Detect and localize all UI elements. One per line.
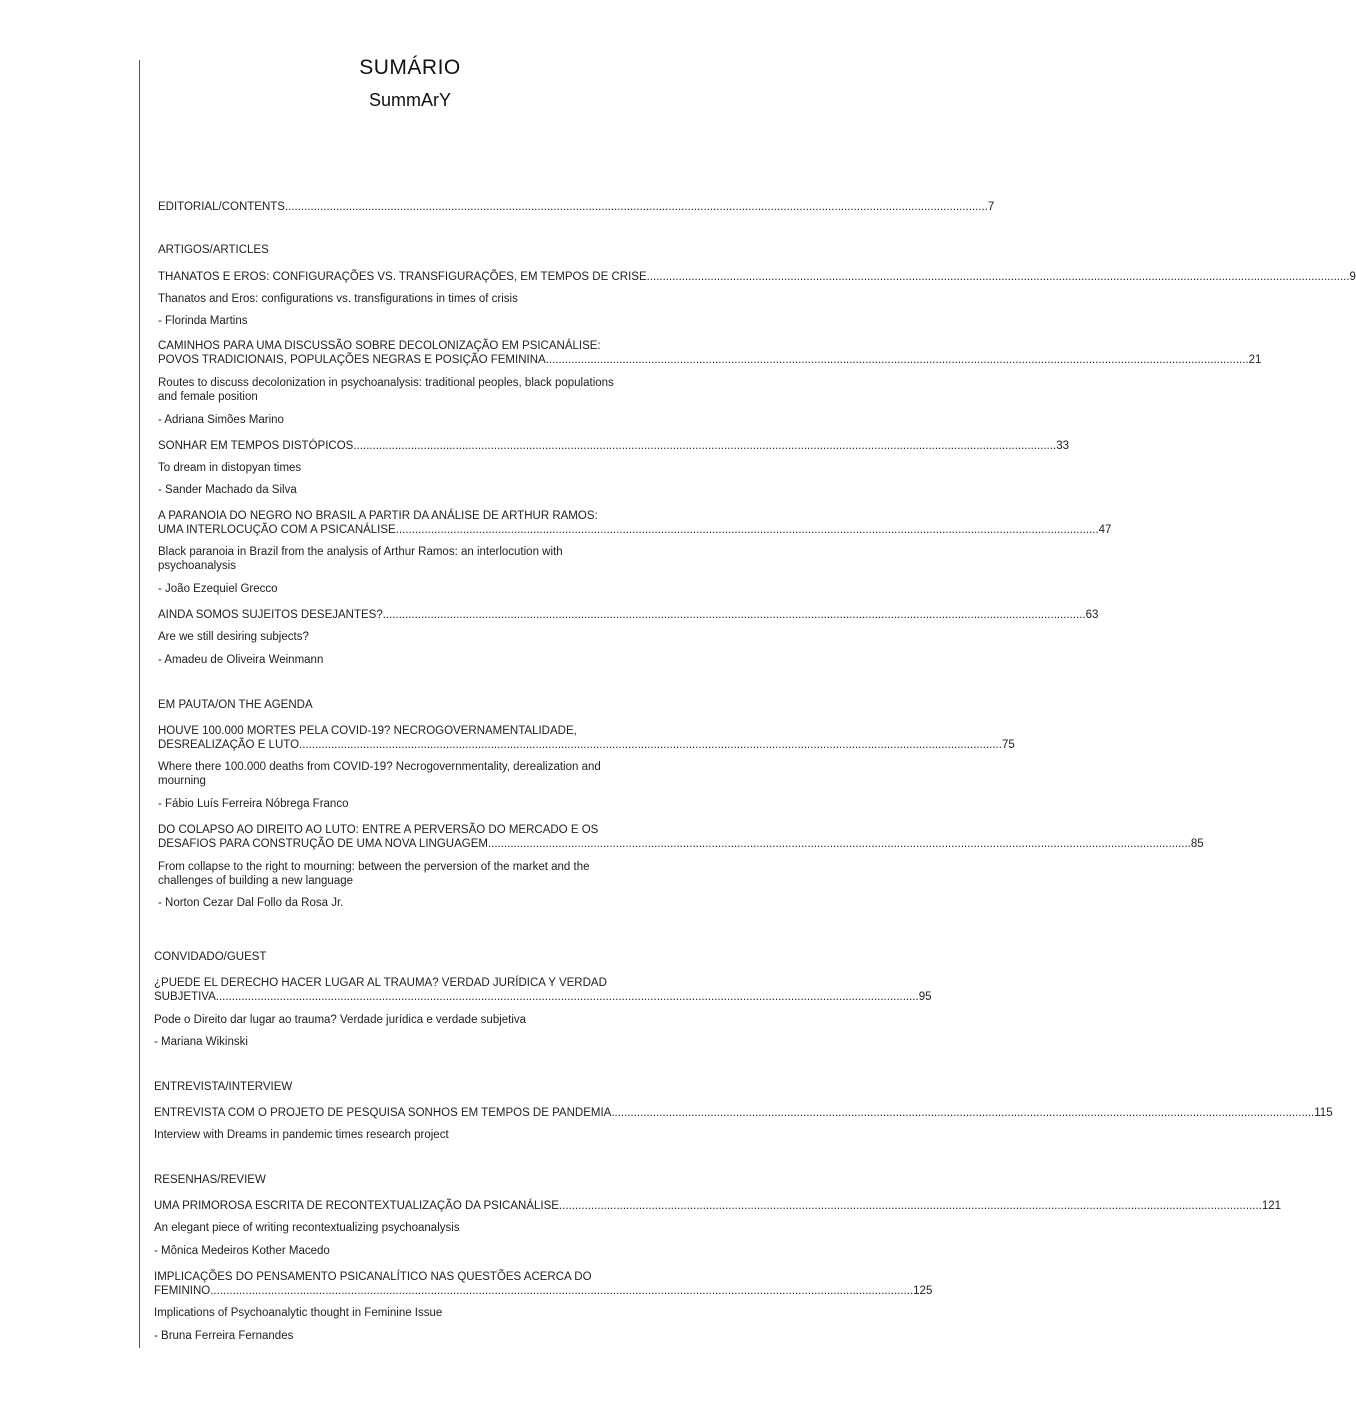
page-number: 9 — [1349, 271, 1356, 283]
toc-entry-title[interactable] — [158, 837, 1204, 851]
section-heading-review: RESENHAS/REVIEW — [154, 1174, 266, 1186]
entry-title-line2: DESREALIZAÇÃO E LUTO — [158, 739, 300, 751]
section-heading-agenda: EM PAUTA/ON THE AGENDA — [158, 699, 313, 711]
entry-title-line1: HOUVE 100.000 MORTES PELA COVID-19? NECROGOVERNAMENTALIDADE, — [158, 725, 577, 737]
entry-author: - Florinda Martins — [158, 315, 248, 327]
page-number: 33 — [1056, 440, 1070, 452]
entry-title-line2: DESAFIOS PARA CONSTRUÇÃO DE UMA NOVA LINGUAGEM — [158, 838, 488, 850]
entry-author: - Mônica Medeiros Kother Macedo — [154, 1245, 330, 1257]
section-heading-interview: ENTREVISTA/INTERVIEW — [154, 1081, 293, 1093]
toc-entry-title[interactable] — [158, 353, 1262, 367]
page-subtitle: SummArY — [368, 90, 451, 110]
toc-entry-title[interactable] — [154, 1284, 933, 1298]
page-number: 7 — [987, 201, 995, 213]
page-number: 47 — [1098, 524, 1112, 536]
entry-title-line2: UMA INTERLOCUÇÃO COM A PSICANÁLISE — [158, 524, 396, 536]
dot-leader: ............................................................................................................................................................................................................................ — [487, 838, 1191, 850]
entry-english-title: Thanatos and Eros: configurations vs. transfigurations in times of crisis — [158, 293, 518, 305]
toc-entry-title[interactable] — [158, 523, 1112, 537]
dot-leader: ............................................................................................................................................................................................................................ — [611, 1107, 1315, 1119]
entry-author: - João Ezequiel Grecco — [158, 583, 278, 595]
entry-english-title-line1: Black paranoia in Brazil from the analysis of Arthur Ramos: an interlocution with — [158, 546, 563, 558]
entry-english-title-line2: challenges of building a new language — [158, 875, 354, 887]
entry-english-title: Implications of Psychoanalytic thought in Feminine Issue — [154, 1307, 443, 1319]
section-heading-articles: ARTIGOS/ARTICLES — [158, 244, 269, 256]
entry-title-line2: SUBJETIVA — [154, 991, 216, 1003]
toc-entry-title[interactable] — [154, 990, 932, 1004]
toc-entry-title[interactable] — [158, 738, 1015, 752]
entry-author: - Sander Machado da Silva — [158, 484, 297, 496]
dot-leader: ............................................................................................................................................................................................................................ — [395, 524, 1099, 536]
page-number: 125 — [913, 1285, 933, 1297]
entry-english-title: To dream in distopyan times — [158, 462, 302, 474]
dot-leader: ............................................................................................................................................................................................................................ — [545, 354, 1249, 366]
entry-title-line1: A PARANOIA DO NEGRO NO BRASIL A PARTIR DA ANÁLISE DE ARTHUR RAMOS: — [158, 510, 598, 522]
dot-leader: ............................................................................................................................................................................................................................ — [299, 739, 1002, 751]
entry-title-line1: DO COLAPSO AO DIREITO AO LUTO: ENTRE A PERVERSÃO DO MERCADO E OS — [158, 824, 599, 836]
page-number: 75 — [1001, 739, 1015, 751]
entry-title: ENTREVISTA COM O PROJETO DE PESQUISA SONHOS EM TEMPOS DE PANDEMIA — [154, 1107, 612, 1119]
toc-entry-editorial[interactable] — [158, 200, 995, 214]
page-number: 121 — [1261, 1200, 1282, 1212]
dot-leader: ............................................................................................................................................................................................................................ — [215, 991, 919, 1003]
entry-english-title: An elegant piece of writing recontextualizing psychoanalysis — [154, 1222, 460, 1234]
entry-title-line1: CAMINHOS PARA UMA DISCUSSÃO SOBRE DECOLONIZAÇÃO EM PSICANÁLISE: — [158, 340, 601, 352]
dot-leader: ............................................................................................................................................................................................................................ — [353, 440, 1057, 452]
toc-entry-title[interactable] — [154, 1199, 1282, 1213]
dot-leader: ............................................................................................................................................................................................................................ — [210, 1285, 914, 1297]
entry-author: - Bruna Ferreira Fernandes — [154, 1330, 294, 1342]
entry-author: - Adriana Simões Marino — [158, 414, 284, 426]
toc-entry-title[interactable] — [158, 608, 1099, 622]
section-heading-guest: CONVIDADO/GUEST — [154, 951, 267, 963]
page-number: 63 — [1085, 609, 1099, 621]
page-number: 95 — [918, 991, 932, 1003]
entry-title-line1: IMPLICAÇÕES DO PENSAMENTO PSICANALÍTICO NAS QUESTÕES ACERCA DO — [154, 1271, 592, 1283]
entry-english-title-line1: Routes to discuss decolonization in psychoanalysis: traditional peoples, black populations — [158, 377, 614, 389]
entry-title: THANATOS E EROS: CONFIGURAÇÕES VS. TRANSFIGURAÇÕES, EM TEMPOS DE CRISE — [158, 271, 647, 283]
entry-title: UMA PRIMOROSA ESCRITA DE RECONTEXTUALIZAÇÃO DA PSICANÁLISE — [154, 1200, 559, 1212]
entry-english-title-line2: and female position — [158, 391, 258, 403]
entry-author: - Fábio Luís Ferreira Nóbrega Franco — [158, 798, 349, 810]
toc-entry-title[interactable] — [158, 270, 1356, 284]
dot-leader: ............................................................................................................................................................................................................................ — [382, 609, 1086, 621]
margin-rule — [139, 60, 140, 1348]
entry-english-title: Interview with Dreams in pandemic times research project — [154, 1129, 449, 1141]
page-number: 21 — [1248, 354, 1262, 366]
entry-english-title: Are we still desiring subjects? — [158, 631, 309, 643]
entry-title-line2: POVOS TRADICIONAIS, POPULAÇÕES NEGRAS E POSIÇÃO FEMININA — [158, 354, 546, 366]
entry-english-title: Pode o Direito dar lugar ao trauma? Verdade jurídica e verdade subjetiva — [154, 1014, 527, 1026]
entry-english-title-line2: psychoanalysis — [158, 560, 236, 572]
entry-title-line2: FEMININO — [154, 1285, 211, 1297]
dot-leader: ............................................................................................................................................................................................................................ — [646, 271, 1350, 283]
entry-title-line1: ¿PUEDE EL DERECHO HACER LUGAR AL TRAUMA? VERDAD JURÍDICA Y VERDAD — [154, 977, 607, 989]
page-title: SUMÁRIO — [359, 56, 461, 79]
entry-english-title-line1: From collapse to the right to mourning: between the perversion of the market and the — [158, 861, 590, 873]
entry-title: SONHAR EM TEMPOS DISTÓPICOS — [158, 440, 354, 452]
page-number: 85 — [1190, 838, 1204, 850]
dot-leader: ............................................................................................................................................................................................................................ — [284, 201, 988, 213]
entry-title: AINDA SOMOS SUJEITOS DESEJANTES? — [158, 609, 383, 621]
entry-author: - Amadeu de Oliveira Weinmann — [158, 654, 324, 666]
dot-leader: ............................................................................................................................................................................................................................ — [558, 1200, 1262, 1212]
entry-author: - Norton Cezar Dal Follo da Rosa Jr. — [158, 897, 344, 909]
entry-author: - Mariana Wikinski — [154, 1036, 248, 1048]
entry-title: EDITORIAL/CONTENTS — [158, 201, 285, 213]
entry-english-title-line2: mourning — [158, 775, 206, 787]
toc-entry-title[interactable] — [158, 439, 1070, 453]
page-number: 115 — [1314, 1107, 1333, 1119]
toc-entry-title[interactable] — [154, 1106, 1333, 1120]
entry-english-title-line1: Where there 100.000 deaths from COVID-19? Necrogovernmentality, derealization and — [158, 761, 601, 773]
